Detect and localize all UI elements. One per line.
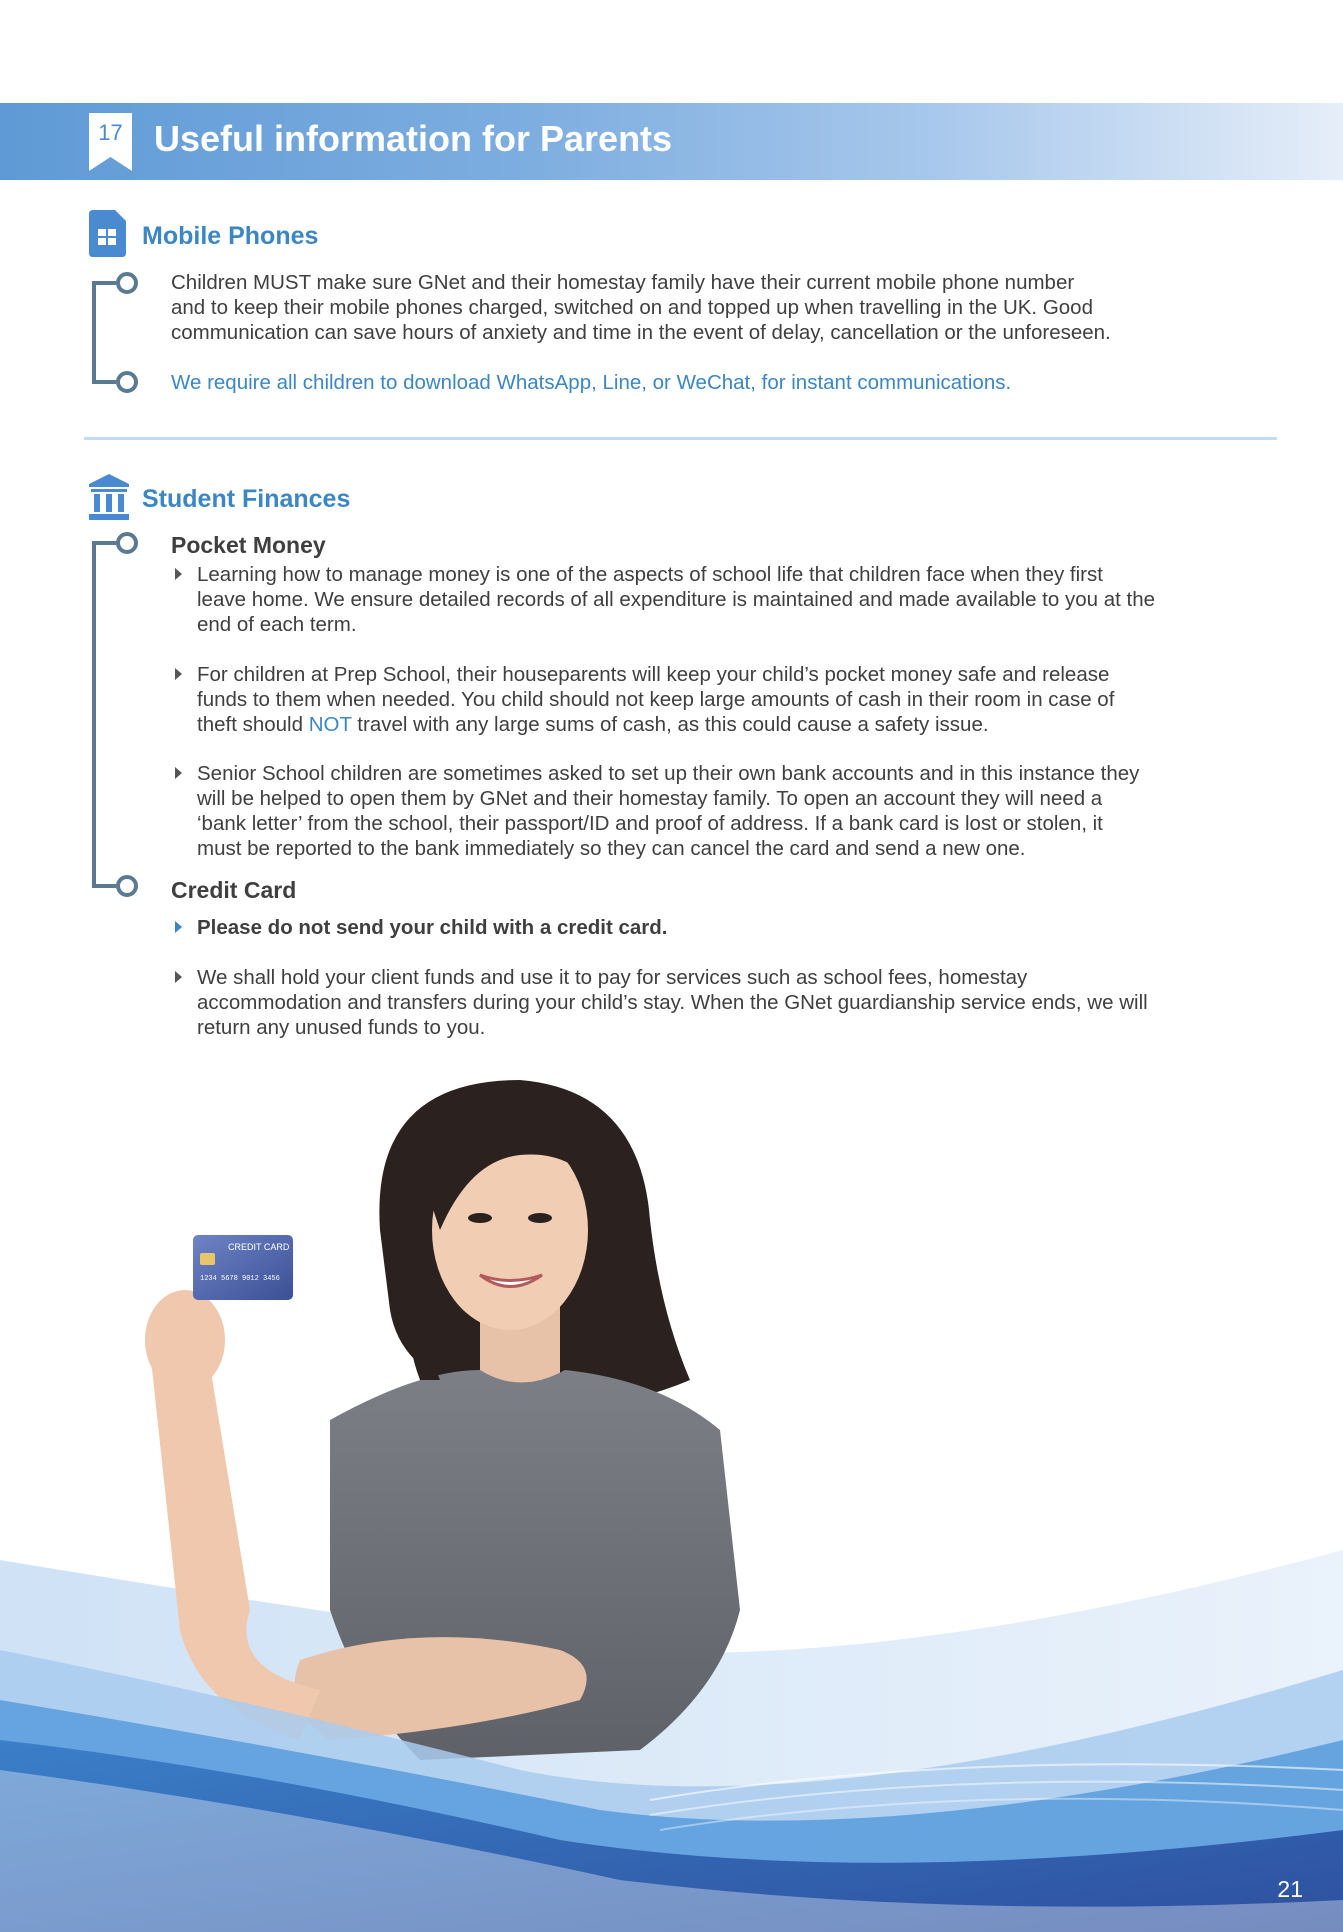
credit-card-heading: Credit Card — [171, 877, 297, 903]
text-line: end of each term. — [197, 613, 357, 636]
card-label-text: CREDIT CARD — [228, 1242, 290, 1252]
text-line: communication can save hours of anxiety and time in the event of delay, cancellation or the unforeseen. — [171, 321, 1111, 344]
bullet-arrow-icon — [175, 921, 182, 933]
pocket-money-heading: Pocket Money — [171, 532, 326, 558]
text-line: return any unused funds to you. — [197, 1016, 486, 1039]
text-line: We shall hold your client funds and use it to pay for services such as school fees, homestay — [197, 966, 1028, 989]
page-number: 21 — [1277, 1876, 1303, 1902]
mobile-phones-paragraph — [171, 270, 1111, 345]
text-line: will be helped to open them by GNet and their homestay family. To open an account they will need a — [197, 787, 1103, 810]
mobile-timeline-bracket — [88, 268, 140, 396]
bank-building-icon — [89, 474, 129, 520]
text-line: funds to them when needed. You child should not keep large amounts of cash in their room in case of — [197, 688, 1115, 711]
text-line: For children at Prep School, their houseparents will keep your child’s pocket money safe and release — [197, 663, 1110, 686]
messaging-apps-note: We require all children to download WhatsApp, Line, or WeChat, for instant communications. — [171, 371, 1012, 394]
sim-card-icon — [89, 210, 126, 257]
text-line: and to keep their mobile phones charged, switched on and topped up when travelling in the UK. Good — [171, 296, 1093, 319]
text-line — [197, 712, 1317, 737]
student-finances-title: Student Finances — [142, 485, 351, 513]
text-line: accommodation and transfers during your child’s stay. When the GNet guardianship service ends, we will — [197, 991, 1148, 1014]
section-number: 17 — [98, 120, 123, 145]
bullet-arrow-icon — [175, 971, 182, 983]
text-line: Learning how to manage money is one of the aspects of school life that children face when they first — [197, 563, 1103, 586]
text-line: Children MUST make sure GNet and their homestay family have their current mobile phone number — [171, 271, 1075, 294]
text-line: leave home. We ensure detailed records of all expenditure is maintained and made available to you at the — [197, 588, 1156, 611]
page-title: Useful information for Parents — [154, 118, 673, 159]
text-fragment: theft should — [197, 713, 309, 736]
text-line: ‘bank letter’ from the school, their passport/ID and proof of address. If a bank card is lost or stolen, it — [197, 812, 1103, 835]
card-number-text: 1234 5678 9012 3456 — [200, 1275, 280, 1283]
text-line: Senior School children are sometimes asked to set up their own bank accounts and in this instance they — [197, 762, 1140, 785]
credit-card-warning: Please do not send your child with a credit card. — [197, 916, 668, 939]
woman-with-credit-card-photo — [0, 1050, 1343, 1932]
finances-timeline-bracket — [88, 528, 140, 898]
bullet-arrow-icon — [175, 767, 182, 779]
text-fragment: travel with any large sums of cash, as this could cause a safety issue. — [351, 713, 989, 736]
section-divider — [84, 437, 1277, 440]
bullet-arrow-icon — [175, 668, 182, 680]
bullet-arrow-icon — [175, 568, 182, 580]
emphasis-not: NOT — [308, 713, 352, 736]
mobile-phones-title: Mobile Phones — [142, 222, 319, 250]
text-line: must be reported to the bank immediately so they can cancel the card and send a new one. — [197, 837, 1026, 860]
